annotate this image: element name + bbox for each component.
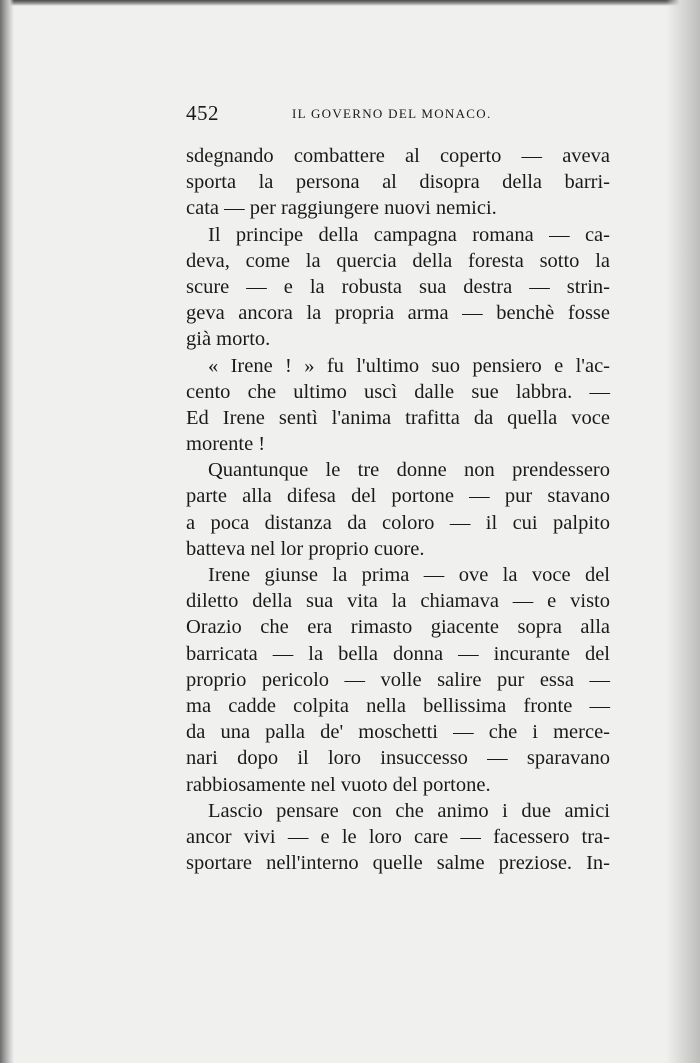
text-line: batteva nel lor proprio cuore. xyxy=(186,537,425,560)
scan-left-edge xyxy=(0,0,14,1063)
text-line: già morto. xyxy=(186,328,271,351)
text-line: proprio pericolo — volle salire pur essa — xyxy=(186,668,610,691)
text-line: Orazio che era rimasto giacente sopra alla xyxy=(186,616,610,639)
text-line: morente ! xyxy=(186,433,266,456)
text-line: rabbiosamente nel vuoto del portone. xyxy=(186,773,491,796)
scan-top-edge xyxy=(0,0,700,6)
text-line: « Irene ! » fu l'ultimo suo pensiero e l'ac- xyxy=(208,354,610,377)
text-line: geva ancora la propria arma — benchè fosse xyxy=(186,302,610,325)
text-line: Quantunque le tre donne non prendessero xyxy=(208,459,610,482)
text-line: ancor vivi — e le loro care — facessero tra- xyxy=(186,825,610,848)
running-head xyxy=(186,100,610,126)
text-line: cata — per raggiungere nuovi nemici. xyxy=(186,197,497,220)
page-number: 452 xyxy=(186,101,219,125)
text-line: ma cadde colpita nella bellissima fronte — xyxy=(186,694,610,717)
text-line: scure — e la robusta sua destra — strin- xyxy=(186,275,610,298)
text-line: sporta la persona al disopra della barri- xyxy=(186,171,610,194)
text-line: a poca distanza da coloro — il cui palpito xyxy=(186,511,610,534)
text-line: sdegnando combattere al coperto — aveva xyxy=(186,145,610,167)
text-line: diletto della sua vita la chiamava — e visto xyxy=(186,590,610,613)
running-title: IL GOVERNO DEL MONACO. xyxy=(292,106,492,121)
text-line: parte alla difesa del portone — pur stavano xyxy=(186,485,610,508)
body-text xyxy=(186,143,610,876)
text-line: barricata — la bella donna — incurante del xyxy=(186,642,610,665)
text-line: Lascio pensare con che animo i due amici xyxy=(208,799,610,822)
text-line: Irene giunse la prima — ove la voce del xyxy=(208,564,610,586)
text-line: nari dopo il loro insuccesso — sparavano xyxy=(186,747,610,770)
text-line: sportare nell'interno quelle salme preziose. In- xyxy=(186,852,610,875)
scan-right-edge xyxy=(666,0,700,1063)
text-line: Ed Irene sentì l'anima trafitta da quella voce xyxy=(186,406,610,429)
text-line: deva, come la quercia della foresta sotto la xyxy=(186,249,610,272)
text-line: cento che ultimo uscì dalle sue labbra. — xyxy=(186,380,610,403)
text-line: Il principe della campagna romana — ca- xyxy=(208,223,610,246)
text-line: da una palla de' moschetti — che i merce- xyxy=(186,721,610,744)
